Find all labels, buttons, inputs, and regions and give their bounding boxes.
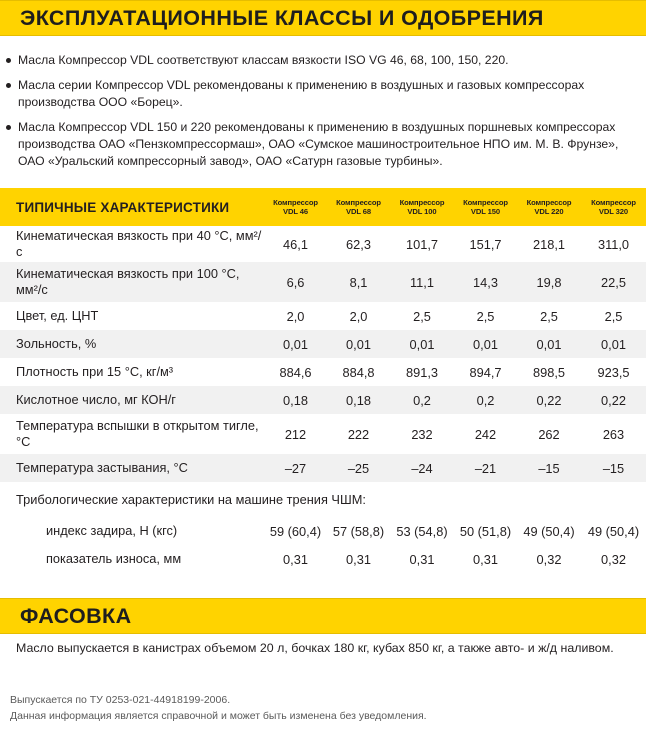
table-cell: 2,5 xyxy=(413,308,431,324)
table-row xyxy=(0,518,646,544)
row-label: Температура застывания, °С xyxy=(0,454,264,482)
table-cell: 49 (50,4) xyxy=(523,523,575,539)
table-cell: –24 xyxy=(390,454,454,482)
table-cell: 8,1 xyxy=(327,262,390,302)
table-cell: 0,01 xyxy=(390,330,454,358)
table-cell: 0,32 xyxy=(536,551,562,567)
table-cell: 891,3 xyxy=(405,364,439,380)
table-cell: 242 xyxy=(474,426,497,442)
table-cell: 262 xyxy=(538,426,560,442)
table-cell: 0,01 xyxy=(581,330,646,358)
table-cell: 0,01 xyxy=(454,330,517,358)
table-cell: 0,18 xyxy=(264,386,327,414)
spec-table-title: ТИПИЧНЫЕ ХАРАКТЕРИСТИКИ xyxy=(0,188,264,226)
column-header: Компрессор VDL 150 xyxy=(454,188,517,226)
table-cell: 49 (50,4) xyxy=(587,523,640,539)
packaging-text: Масло выпускается в канистрах объемом 20 л, бочках 180 кг, кубах 850 кг, а также авто- и ж/д наливом. xyxy=(16,641,614,655)
table-cell: –27 xyxy=(264,454,327,482)
table-cell: –15 xyxy=(581,454,646,482)
table-cell: 212 xyxy=(284,426,307,442)
table-cell: 884,8 xyxy=(342,364,375,380)
table-cell: 0,31 xyxy=(346,551,371,567)
bullet-item: Масла серии Компрессор VDL рекомендованы к применению в воздушных и газовых компрессорах производства ООО «Борец». xyxy=(0,77,646,111)
table-cell: 6,6 xyxy=(264,262,327,302)
table-cell: 0,18 xyxy=(327,386,390,414)
table-cell: 19,8 xyxy=(517,262,581,302)
table-cell: 894,7 xyxy=(469,364,502,380)
table-cell: 0,31 xyxy=(283,551,308,567)
table-cell: 0,32 xyxy=(601,551,626,567)
table-cell: 2,5 xyxy=(604,308,623,324)
classes-banner xyxy=(0,0,646,36)
table-cell: 151,7 xyxy=(469,236,502,252)
table-row xyxy=(0,386,646,414)
table-cell: 898,5 xyxy=(532,364,566,380)
table-cell: 923,5 xyxy=(597,364,630,380)
table-cell: 62,3 xyxy=(346,236,371,252)
table-row xyxy=(0,482,646,518)
packaging-title: ФАСОВКА xyxy=(20,604,132,628)
bullet-item: Масла Компрессор VDL 150 и 220 рекомендованы к применению в воздушных поршневых компрессорах производства ОАО «Пензкомпрессормаш», ОАО «Сумское машиностроительное НПО им. М. В. Фрунзе», ОАО «Уральский компрессорный завод», ОАО «Сатурн газовые турбины». xyxy=(0,119,646,170)
table-row xyxy=(0,226,646,262)
table-cell: 218,1 xyxy=(532,236,566,252)
row-label: Кислотное число, мг КОН/г xyxy=(0,386,264,414)
table-cell: 101,7 xyxy=(405,236,439,252)
table-row xyxy=(0,302,646,330)
table-row xyxy=(0,544,646,574)
table-cell: 2,0 xyxy=(286,308,305,324)
table-cell: 53 (54,8) xyxy=(396,523,448,539)
table-cell: 11,1 xyxy=(390,262,454,302)
table-cell: –21 xyxy=(454,454,517,482)
tribology-label: Трибологические характеристики на машине трения ЧШМ: xyxy=(16,492,366,507)
bullet-dot-icon xyxy=(6,125,11,130)
table-cell: 2,5 xyxy=(540,308,558,324)
table-cell: 2,0 xyxy=(349,308,368,324)
row-label: Цвет, ед. ЦНТ xyxy=(16,308,99,323)
table-row xyxy=(0,330,646,358)
table-cell: 0,01 xyxy=(327,330,390,358)
table-cell: 14,3 xyxy=(454,262,517,302)
table-cell: 884,6 xyxy=(279,364,312,380)
table-cell: 0,2 xyxy=(390,386,454,414)
column-header: Компрессор VDL 320 xyxy=(581,188,646,226)
row-label: Температура вспышки в открытом тигле, °С xyxy=(16,418,259,449)
table-cell: 311,0 xyxy=(597,236,630,252)
footer-spec-note: Выпускается по ТУ 0253-021-44918199-2006. xyxy=(10,694,231,706)
table-cell: 0,2 xyxy=(454,386,517,414)
table-row xyxy=(0,414,646,454)
table-row xyxy=(0,358,646,386)
column-header: Компрессор VDL 68 xyxy=(327,188,390,226)
row-label: Зольность, % xyxy=(0,330,264,358)
table-cell: 232 xyxy=(411,426,433,442)
table-cell: 22,5 xyxy=(581,262,646,302)
table-cell: 50 (51,8) xyxy=(459,523,512,539)
row-label: показатель износа, мм xyxy=(46,551,182,566)
spec-table xyxy=(0,188,646,574)
table-cell: 0,22 xyxy=(581,386,646,414)
bullet-item: Масла Компрессор VDL соответствуют классам вязкости ISO VG 46, 68, 100, 150, 220. xyxy=(0,52,646,69)
classes-title: ЭКСПЛУАТАЦИОННЫЕ КЛАССЫ И ОДОБРЕНИЯ xyxy=(20,6,544,30)
row-label: Кинематическая вязкость при 100 °С, мм²/с xyxy=(0,262,264,302)
table-cell: 0,31 xyxy=(473,551,498,567)
table-row xyxy=(0,262,646,302)
table-row xyxy=(0,454,646,482)
spec-table-header xyxy=(0,188,646,226)
table-cell: –25 xyxy=(327,454,390,482)
column-header: Компрессор VDL 220 xyxy=(517,188,581,226)
column-header: Компрессор VDL 100 xyxy=(390,188,454,226)
table-cell: 2,5 xyxy=(476,308,495,324)
packaging-banner xyxy=(0,598,646,634)
classes-bullet-list xyxy=(0,52,646,178)
bullet-dot-icon xyxy=(6,83,11,88)
row-label: Плотность при 15 °С, кг/м³ xyxy=(16,364,174,379)
column-header: Компрессор VDL 46 xyxy=(264,188,327,226)
table-cell: 0,01 xyxy=(517,330,581,358)
table-cell: 59 (60,4) xyxy=(269,523,322,539)
row-label: Кинематическая вязкость при 40 °С, мм²/с xyxy=(16,228,262,259)
table-cell: –15 xyxy=(517,454,581,482)
row-label: индекс задира, Н (кгс) xyxy=(46,523,178,538)
footer xyxy=(10,692,640,724)
table-cell: 0,22 xyxy=(517,386,581,414)
table-cell: 46,1 xyxy=(283,236,308,252)
table-cell: 263 xyxy=(602,426,625,442)
table-cell: 0,31 xyxy=(409,551,435,567)
bullet-dot-icon xyxy=(6,58,11,63)
table-cell: 222 xyxy=(347,426,370,442)
table-cell: 57 (58,8) xyxy=(332,523,385,539)
footer-disclaimer: Данная информация является справочной и может быть изменена без уведомления. xyxy=(10,710,427,722)
table-cell: 0,01 xyxy=(264,330,327,358)
